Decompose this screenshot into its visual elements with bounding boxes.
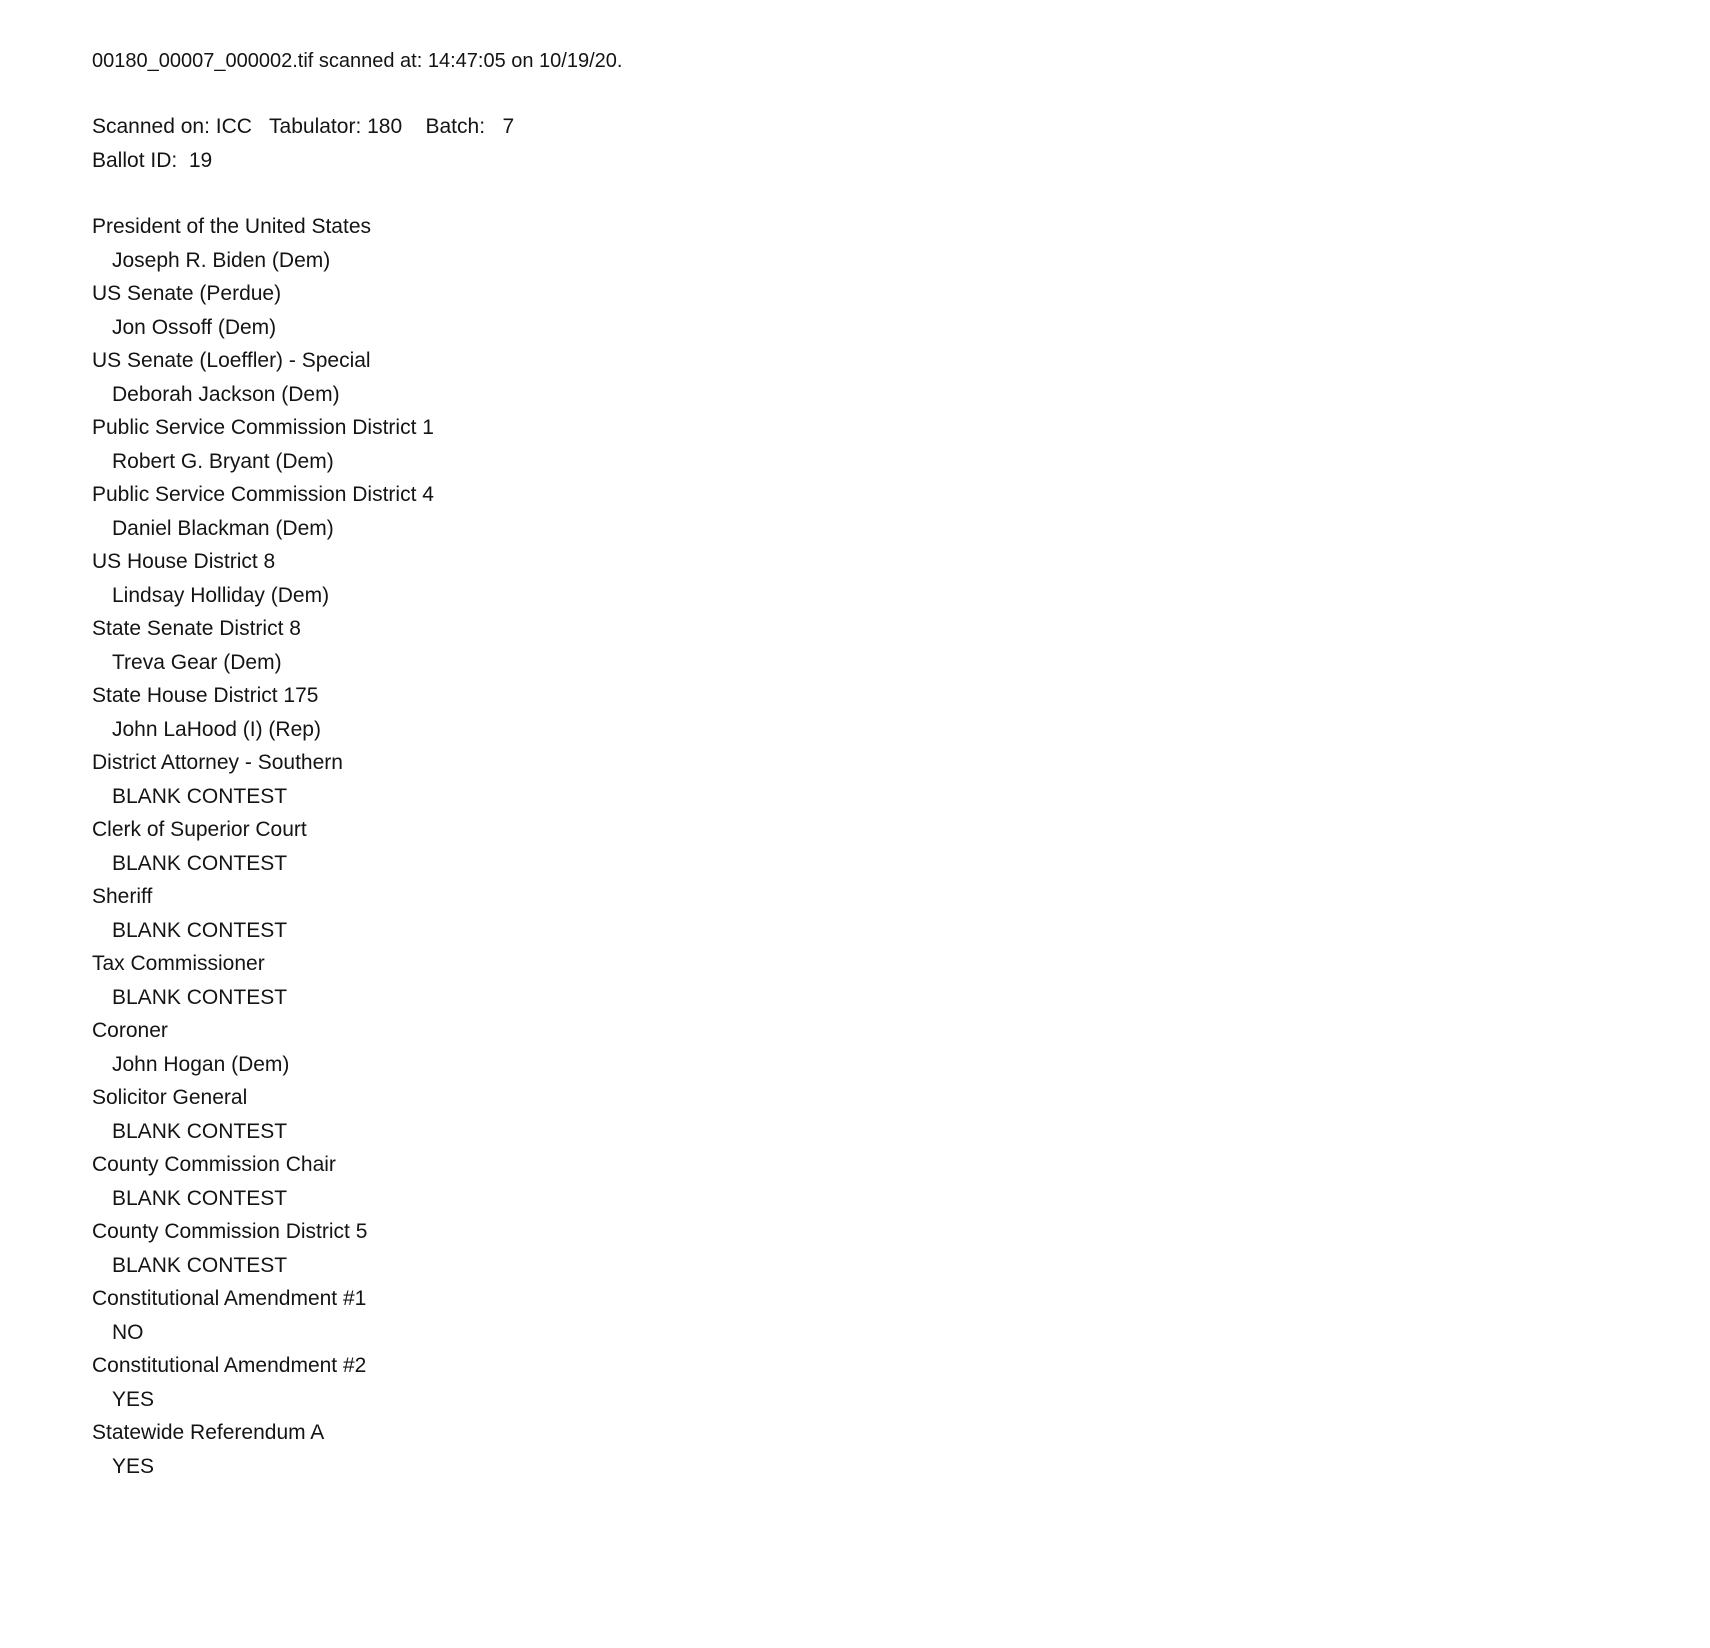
contest-entry: [92, 746, 1650, 813]
contest-name: Clerk of Superior Court: [92, 818, 307, 841]
contest-choice: Jon Ossoff (Dem): [112, 315, 277, 339]
contest-choice: YES: [112, 1454, 155, 1478]
contest-choice: NO: [112, 1320, 144, 1344]
contest-entry: [92, 1081, 1650, 1148]
contest-name: District Attorney - Southern: [92, 751, 343, 774]
contest-name: State House District 175: [92, 684, 319, 707]
contest-entry: [92, 1148, 1650, 1215]
contest-choice: John LaHood (I) (Rep): [112, 717, 321, 741]
contest-entry: [92, 880, 1650, 947]
contest-name: Constitutional Amendment #1: [92, 1287, 367, 1310]
contest-entry: [92, 1014, 1650, 1081]
contest-name: County Commission Chair: [92, 1153, 336, 1176]
contest-choice: BLANK CONTEST: [112, 1186, 288, 1210]
contest-entry: [92, 411, 1650, 478]
contest-choice: BLANK CONTEST: [112, 918, 288, 942]
contest-name: Public Service Commission District 4: [92, 483, 434, 506]
contest-name: Coroner: [92, 1019, 168, 1042]
contest-name: Statewide Referendum A: [92, 1421, 325, 1444]
contest-entry: [92, 1215, 1650, 1282]
contest-choice: BLANK CONTEST: [112, 985, 288, 1009]
contest-name: Tax Commissioner: [92, 952, 265, 975]
contest-entry: [92, 1349, 1650, 1416]
contest-list: [92, 210, 1650, 1483]
scan-info-block: [92, 110, 1650, 178]
contest-choice: Joseph R. Biden (Dem): [112, 248, 331, 272]
contest-name: President of the United States: [92, 215, 371, 238]
contest-choice: Robert G. Bryant (Dem): [112, 449, 334, 473]
contest-entry: [92, 344, 1650, 411]
contest-choice: John Hogan (Dem): [112, 1052, 290, 1076]
contest-entry: [92, 277, 1650, 344]
contest-entry: [92, 679, 1650, 746]
contest-name: US Senate (Loeffler) - Special: [92, 349, 371, 372]
contest-name: US House District 8: [92, 550, 276, 573]
contest-choice: BLANK CONTEST: [112, 1253, 288, 1277]
contest-choice: YES: [112, 1387, 155, 1411]
contest-entry: [92, 545, 1650, 612]
contest-name: Solicitor General: [92, 1086, 248, 1109]
contest-choice: Lindsay Holliday (Dem): [112, 583, 330, 607]
contest-choice: BLANK CONTEST: [112, 851, 288, 875]
contest-entry: [92, 1416, 1650, 1483]
contest-entry: [92, 478, 1650, 545]
contest-entry: [92, 1282, 1650, 1349]
contest-entry: [92, 813, 1650, 880]
contest-name: Public Service Commission District 1: [92, 416, 434, 439]
contest-name: County Commission District 5: [92, 1220, 368, 1243]
contest-entry: [92, 612, 1650, 679]
contest-name: US Senate (Perdue): [92, 282, 282, 305]
scan-source-line: Scanned on: ICC Tabulator: 180 Batch: 7: [92, 115, 515, 138]
contest-choice: Daniel Blackman (Dem): [112, 516, 334, 540]
contest-choice: Deborah Jackson (Dem): [112, 382, 340, 406]
contest-entry: [92, 210, 1650, 277]
contest-name: State Senate District 8: [92, 617, 301, 640]
contest-name: Sheriff: [92, 885, 153, 908]
ballot-id-line: Ballot ID: 19: [92, 149, 213, 172]
contest-choice: BLANK CONTEST: [112, 784, 288, 808]
contest-choice: BLANK CONTEST: [112, 1119, 288, 1143]
contest-entry: [92, 947, 1650, 1014]
scan-filename-header: 00180_00007_000002.tif scanned at: 14:47:05 on 10/19/20.: [92, 50, 623, 72]
contest-name: Constitutional Amendment #2: [92, 1354, 367, 1377]
contest-choice: Treva Gear (Dem): [112, 650, 282, 674]
